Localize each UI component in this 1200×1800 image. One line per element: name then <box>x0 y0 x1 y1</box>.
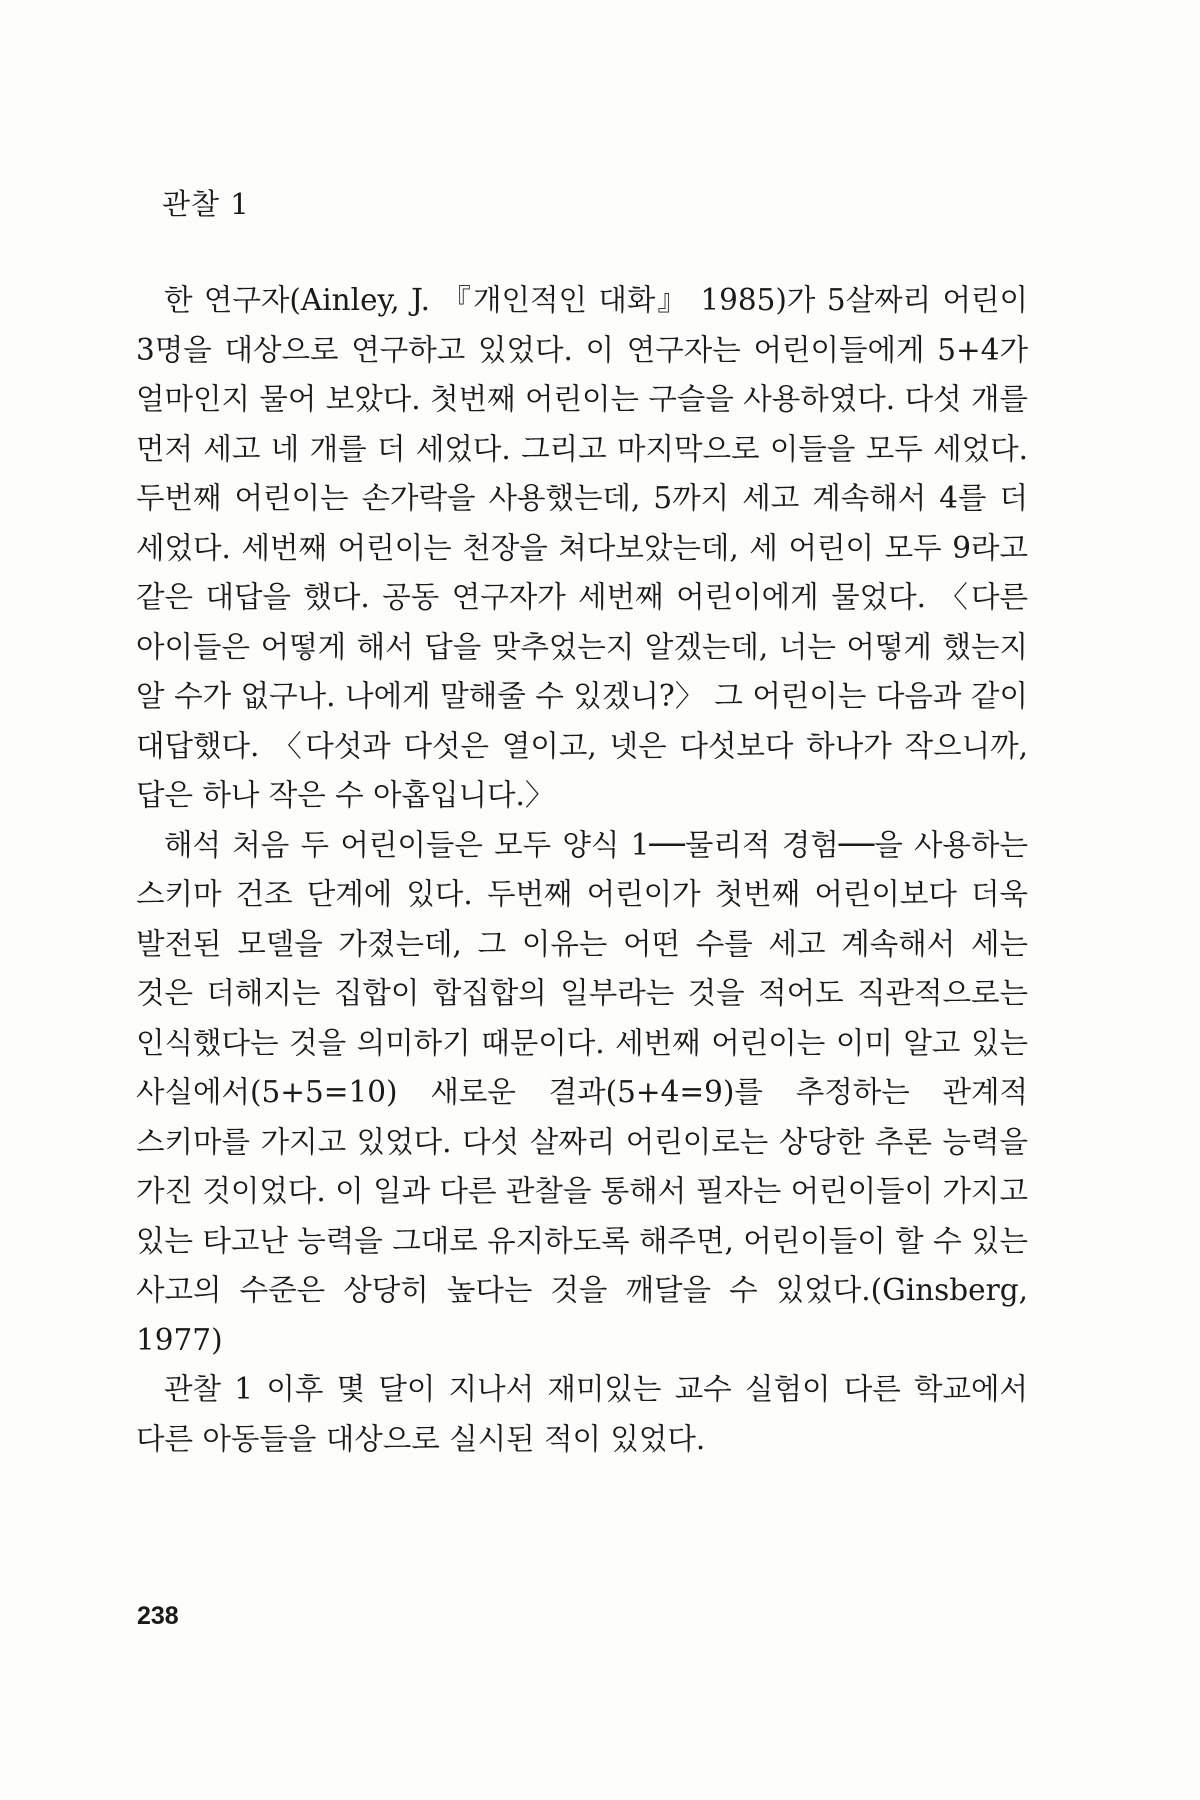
page-number: 238 <box>137 1602 179 1630</box>
paragraph-followup: 관찰 1 이후 몇 달이 지나서 재미있는 교수 실험이 다른 학교에서 다른 아동들을 대상으로 실시된 적이 있었다. <box>136 1372 1028 1456</box>
paragraph-interpretation: 해석 처음 두 어린이들은 모두 양식 1──물리적 경험──을 사용하는 스키마 건조 단계에 있다. 두번째 어린이가 첫번째 어린이보다 더욱 발전된 모델을 가졌는데, 그 이유는 어떤 수를 세고 계속해서 세는 것은 더해지는 집합이 합집합의 일부라는 것을 적어도 직관적으로는 인식했다는 것을 의미하기 때문이다. 세번째 어린이는 이미 알고 있는 사실에서(5+5=10) 새로운 결과(5+4=9)를 추정하는 관계적 스키마를 가지고 있었다. 다섯 살짜리 어린이로는 상당한 추론 능력을 가진 것이었다. 이 일과 다른 관찰을 통해서 필자는 어린이들이 가지고 있는 타고난 능력을 그대로 유지하도록 해주면, 어린이들이 할 수 있는 사고의 수준은 상당히 높다는 것을 깨달을 수 있었다.(Ginsberg, 1977) <box>136 827 1028 1357</box>
section-heading: 관찰 1 <box>162 187 250 221</box>
body-text <box>136 276 1028 1464</box>
paragraph-observation: 한 연구자(Ainley, J. 『개인적인 대화』 1985)가 5살짜리 어린이 3명을 대상으로 연구하고 있었다. 이 연구자는 어린이들에게 5+4가 얼마인지 물어 보았다. 첫번째 어린이는 구슬을 사용하였다. 다섯 개를 먼저 세고 네 개를 더 세었다. 그리고 마지막으로 이들을 모두 세었다. 두번째 어린이는 손가락을 사용했는데, 5까지 세고 계속해서 4를 더 세었다. 세번째 어린이는 천장을 쳐다보았는데, 세 어린이 모두 9라고 같은 대답을 했다. 공동 연구자가 세번째 어린이에게 물었다. 〈다른 아이들은 어떻게 해서 답을 맞추었는지 알겠는데, 너는 어떻게 했는지 알 수가 없구나. 나에게 말해줄 수 있겠니?〉 그 어린이는 다음과 같이 대답했다. 〈다섯과 다섯은 열이고, 넷은 다섯보다 하나가 작으니까, 답은 하나 작은 수 아홉입니다.〉 <box>136 283 1028 812</box>
